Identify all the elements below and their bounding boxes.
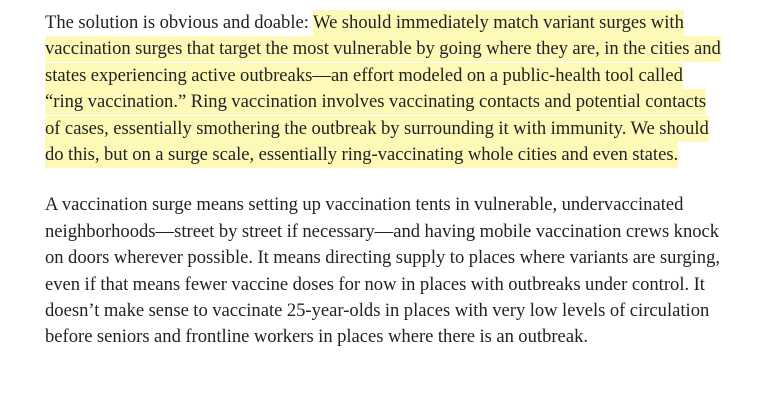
paragraph-2: A vaccination surge means setting up vaccination tents in vulnerable, undervaccinated neighborhoods—street by street if necessary—and having mobile vaccination crews knock on doors wherever possible. It means directing supply to places where variants are surging, even if that means fewer vaccine doses for now in places with outbreaks under control. It doesn’t make sense to vaccinate 25-year-olds in places with very low levels of circulation before seniors and frontline workers in places where there is an outbreak. xyxy=(45,194,721,348)
paragraph-1 xyxy=(45,10,725,168)
article-body xyxy=(45,10,725,351)
paragraph-1-lead: The solution is obvious and doable: xyxy=(45,12,314,33)
highlighted-passage[interactable]: We should immediately match variant surges with vaccination surges that target the most vulnerable by going where they are, in the cities and states experiencing active outbreaks—an effort modeled on a public-health tool called “ring vaccination.” Ring vaccination involves vaccinating contacts and potential contacts of cases, essentially smothering the outbreak by surrounding it with immunity. We should do this, but on a surge scale, essentially ring-vaccinating whole cities and even states. xyxy=(45,10,721,168)
